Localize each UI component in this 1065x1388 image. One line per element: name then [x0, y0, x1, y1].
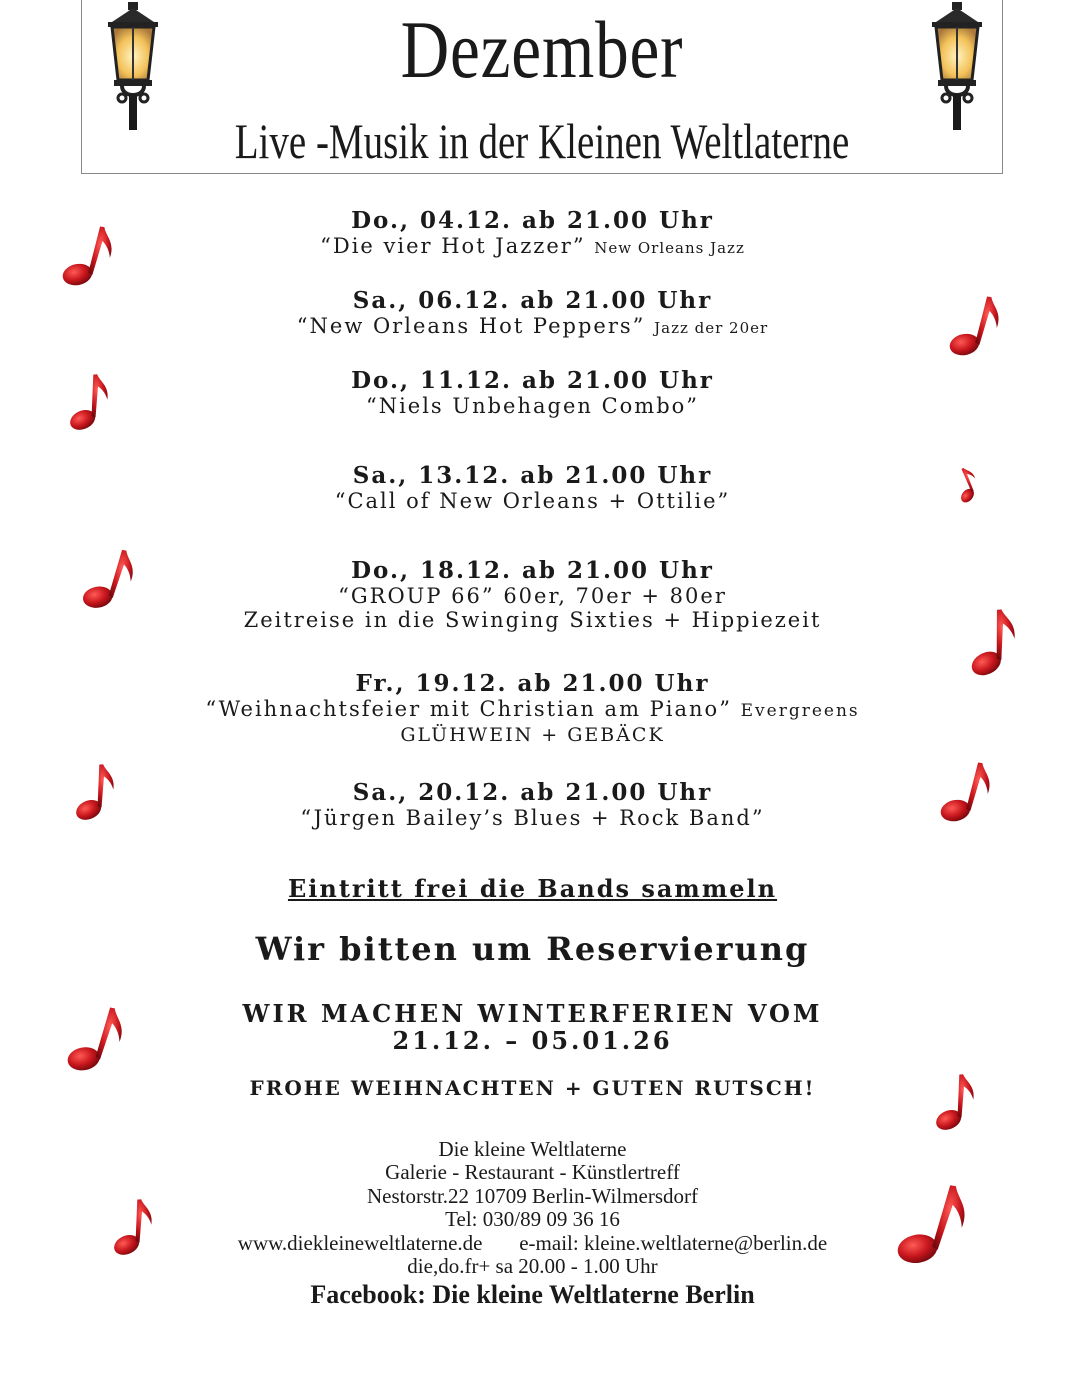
facebook-link: Facebook: Die kleine Weltlaterne Berlin — [310, 1280, 755, 1309]
venue-tagline: Galerie - Restaurant - Künstlertreff — [385, 1160, 680, 1185]
event-date: Sa., 13.12. ab 21.00 Uhr — [352, 462, 713, 489]
eighth-note-icon — [930, 1064, 981, 1137]
event-item — [0, 288, 1065, 340]
reservation-notice: Wir bitten um Reservierung — [255, 930, 810, 968]
event-item — [0, 368, 1065, 418]
venue-website: www.diekleineweltlaterne.de — [237, 1230, 483, 1255]
venue-hours: die,do.fr+ sa 20.00 - 1.00 Uhr — [407, 1254, 658, 1279]
venue-name: Die kleine Weltlaterne — [438, 1137, 627, 1161]
event-band: “Call of New Orleans + Ottilie” — [334, 489, 731, 513]
winter-break-notice — [0, 1000, 1065, 1054]
event-band: “GROUP 66” — [338, 584, 495, 608]
event-date: Do., 11.12. ab 21.00 Uhr — [351, 367, 714, 394]
event-date: Sa., 06.12. ab 21.00 Uhr — [352, 287, 713, 314]
event-date: Sa., 20.12. ab 21.00 Uhr — [352, 779, 713, 806]
street-lantern-icon — [98, 2, 168, 130]
event-date: Do., 18.12. ab 21.00 Uhr — [351, 557, 714, 584]
eighth-note-icon — [57, 217, 120, 294]
eighth-note-icon — [962, 595, 1025, 686]
street-lantern-icon — [922, 2, 992, 130]
event-date: Fr., 19.12. ab 21.00 Uhr — [355, 670, 710, 697]
event-genre: 60er, 70er + 80er — [503, 584, 727, 608]
event-date: Do., 04.12. ab 21.00 Uhr — [351, 207, 714, 234]
venue-phone: Tel: 030/89 09 36 16 — [445, 1207, 620, 1232]
event-item — [0, 671, 1065, 747]
header-box — [81, 0, 1003, 174]
event-band: “New Orleans Hot Peppers” — [296, 314, 646, 338]
event-band: “Weihnachtsfeier mit Christian am Piano” — [205, 697, 732, 721]
eighth-note-icon — [888, 1170, 979, 1276]
event-genre: Evergreens — [740, 701, 860, 721]
eighth-note-icon — [70, 754, 121, 827]
eighth-note-icon — [64, 364, 115, 437]
event-band: “Niels Unbehagen Combo” — [365, 394, 700, 418]
eighth-note-icon — [62, 996, 132, 1081]
venue-email: e-mail: kleine.weltlaterne@berlin.de — [519, 1230, 828, 1255]
event-extra: Zeitreise in die Swinging Sixties + Hippiezeit — [243, 608, 822, 632]
event-item — [0, 558, 1065, 632]
page-subtitle: Live -Musik in der Kleinen Weltlaterne — [234, 113, 850, 169]
event-item — [0, 208, 1065, 260]
event-extra: GLÜHWEIN + GEBÄCK — [400, 724, 665, 746]
event-item — [0, 463, 1065, 513]
event-genre: New Orleans Jazz — [594, 239, 745, 257]
venue-address: Nestorstr.22 10709 Berlin-Wilmersdorf — [366, 1183, 699, 1208]
winter-break-line: WIR MACHEN WINTERFERIEN VOM — [242, 999, 823, 1028]
entry-free-notice: Eintritt frei die Bands sammeln — [287, 874, 778, 903]
eighth-note-icon — [108, 1190, 159, 1261]
eighth-note-icon — [76, 539, 143, 618]
event-item — [0, 780, 1065, 830]
event-band: “Die vier Hot Jazzer” — [320, 234, 586, 258]
winter-break-dates: 21.12. – 05.01.26 — [392, 1026, 673, 1055]
event-band: “Jürgen Bailey’s Blues + Rock Band” — [300, 806, 765, 830]
event-genre: Jazz der 20er — [654, 319, 769, 337]
holiday-greeting: FROHE WEIHNACHTEN + GUTEN RUTSCH! — [249, 1076, 816, 1100]
page-title: Dezember — [400, 4, 684, 95]
eighth-note-icon — [935, 753, 998, 830]
eighth-note-icon — [943, 286, 1008, 363]
